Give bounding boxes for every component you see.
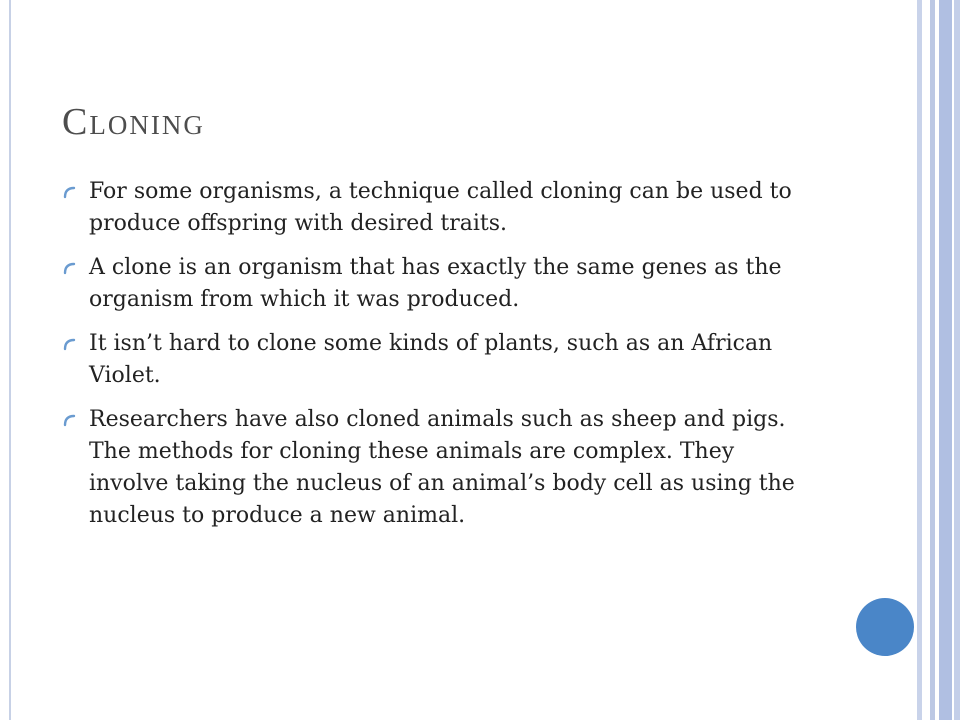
circle-accent-icon <box>856 598 914 656</box>
bullet-text: Researchers have also cloned animals such as sheep and pigs. The methods for cloning these animals are complex. They involve taking the nucleus of an animal’s body cell as using the nucleus to produce a new animal. <box>89 407 795 528</box>
bullet-item <box>62 252 807 316</box>
curved-bullet-icon <box>62 261 76 275</box>
curved-bullet-icon <box>62 185 76 199</box>
bullet-list <box>62 176 807 544</box>
bullet-text: It isn’t hard to clone some kinds of plants, such as an African Violet. <box>89 331 773 388</box>
bullet-text: A clone is an organism that has exactly the same genes as the organism from which it was produced. <box>89 255 782 312</box>
bullet-text: For some organisms, a technique called cloning can be used to produce offspring with desired traits. <box>89 179 792 236</box>
curved-bullet-icon <box>62 337 76 351</box>
curved-bullet-icon <box>62 413 76 427</box>
right-decor-band <box>954 0 960 720</box>
right-decor-band <box>939 0 952 720</box>
bullet-item <box>62 176 807 240</box>
bullet-item <box>62 404 807 532</box>
bullet-item <box>62 328 807 392</box>
right-decor-gap <box>922 0 930 720</box>
left-border-line <box>9 0 11 720</box>
slide-title: Cloning <box>62 101 205 143</box>
